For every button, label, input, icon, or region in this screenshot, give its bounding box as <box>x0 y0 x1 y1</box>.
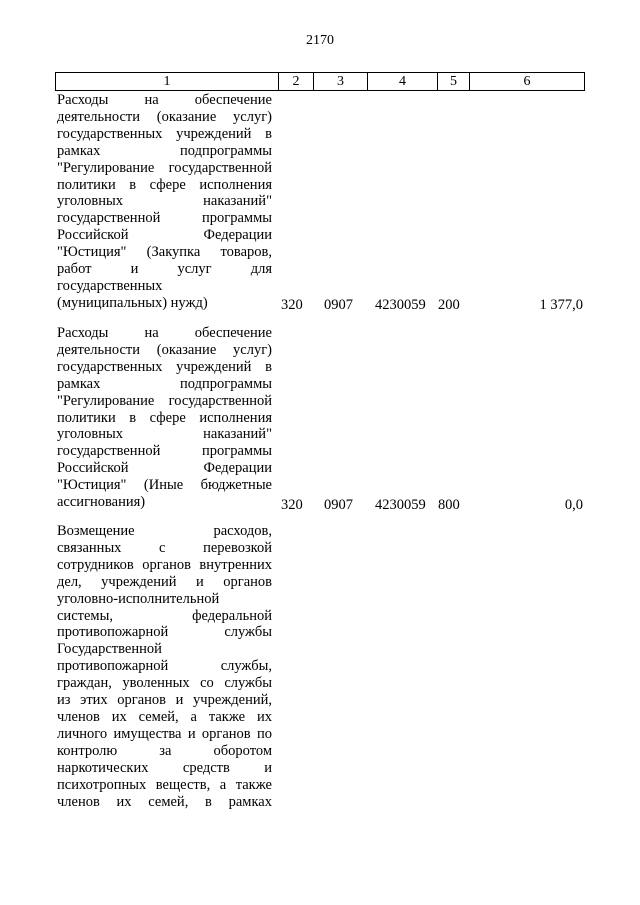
row-1-line: Российской Федерации <box>57 227 272 244</box>
row-3-line: связанных с перевозкой <box>57 539 272 556</box>
row-1-line: государственной программы <box>57 210 272 227</box>
header-col-3: 3 <box>313 73 367 90</box>
row-3-line: контролю за оборотом <box>57 742 272 759</box>
header-col-2: 2 <box>278 73 313 90</box>
row-1-line: деятельности (оказание услуг) <box>57 108 272 125</box>
header-col-6: 6 <box>469 73 584 90</box>
row-1-line: государственных <box>57 277 163 294</box>
header-col-1: 1 <box>163 74 171 89</box>
header-col-5: 5 <box>437 73 469 90</box>
row-3-line: противопожарной службы, <box>57 658 272 675</box>
row-2-line: Российской Федерации <box>57 460 272 477</box>
table-header <box>55 72 585 91</box>
row-1-line: "Регулирование государственной <box>57 159 272 176</box>
row-1-description <box>57 92 272 312</box>
row-1-line: (муниципальных) нужд) <box>57 294 208 311</box>
row-1-target: 4230059 <box>375 297 426 313</box>
row-3-line: Государственной <box>57 641 162 658</box>
page-number: 2170 <box>306 33 334 48</box>
row-3-line: противопожарной службы <box>57 624 272 641</box>
row-2-ministry: 320 <box>281 497 303 513</box>
row-2-line: "Регулирование государственной <box>57 392 272 409</box>
row-3-line: членов их семей, в рамках <box>57 793 272 810</box>
row-2-line: государственных учреждений в <box>57 358 272 375</box>
row-3-line: психотропных веществ, а также <box>57 776 272 793</box>
row-1-ministry: 320 <box>281 297 303 313</box>
row-2-line: Расходы на обеспечение <box>57 325 272 341</box>
row-2-line: деятельности (оказание услуг) <box>57 341 272 358</box>
row-2-section: 0907 <box>324 497 353 513</box>
row-1-amount: 1 377,0 <box>539 297 583 313</box>
row-3-line: системы, федеральной <box>57 607 272 624</box>
header-col-4: 4 <box>367 73 437 90</box>
row-2-line: уголовных наказаний" <box>57 426 272 443</box>
row-2-line: политики в сфере исполнения <box>57 409 272 426</box>
row-1-line: рамках подпрограммы <box>57 142 272 159</box>
row-3-line: из этих органов и учреждений, <box>57 692 272 709</box>
row-1-section: 0907 <box>324 297 353 313</box>
row-1-line: Расходы на обеспечение <box>57 92 272 108</box>
row-2-line: "Юстиция" (Иные бюджетные <box>57 477 272 494</box>
row-3-line: членов их семей, а также их <box>57 708 272 725</box>
row-1-vr: 200 <box>438 297 460 313</box>
row-3-description <box>57 523 272 810</box>
row-2-line: государственной программы <box>57 443 272 460</box>
row-2-description <box>57 325 272 511</box>
row-2-line: ассигнования) <box>57 494 146 511</box>
row-1-line: уголовных наказаний" <box>57 193 272 210</box>
row-2-line: рамках подпрограммы <box>57 375 272 392</box>
row-2-target: 4230059 <box>375 497 426 513</box>
row-3-line: уголовно-исполнительной <box>57 590 220 607</box>
row-1-line: работ и услуг для <box>57 261 272 278</box>
row-3-line: сотрудников органов внутренних <box>57 556 272 573</box>
row-1-line: политики в сфере исполнения <box>57 176 272 193</box>
row-2-vr: 800 <box>438 497 460 513</box>
row-2-amount: 0,0 <box>564 497 583 513</box>
row-3-line: личного имущества и органов по <box>57 725 272 742</box>
row-3-line: дел, учреждений и органов <box>57 573 272 590</box>
row-1-line: государственных учреждений в <box>57 125 272 142</box>
row-3-line: граждан, уволенных со службы <box>57 675 272 692</box>
row-1-line: "Юстиция" (Закупка товаров, <box>57 244 272 261</box>
row-3-line: Возмещение расходов, <box>57 523 272 539</box>
row-3-line: наркотических средств и <box>57 759 272 776</box>
